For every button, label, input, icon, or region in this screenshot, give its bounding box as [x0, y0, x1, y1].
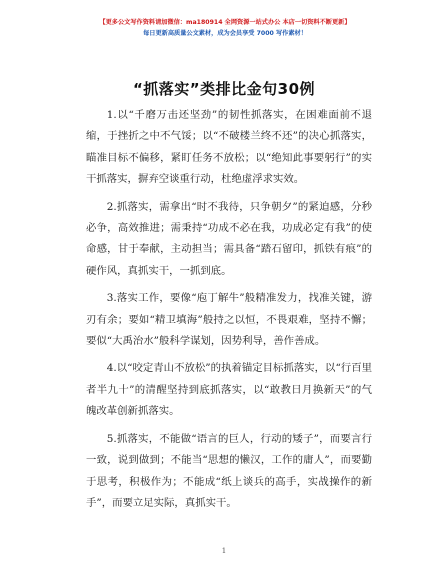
document-body [86, 105, 372, 520]
document-title: “抓落实”类排比金句30例 [132, 80, 316, 98]
paragraph-2: 2.抓落实，需拿出“时不我待，只争朝夕”的紧迫感，分秒必争，高效推进；需秉持“功成不必在我，功成必定有我”的使命感，甘于奉献，主动担当；需具备“踏石留印，抓铁有痕”的硬作风，真抓实干，一抓到底。 [86, 200, 372, 277]
paragraph-1: 1.以“千磨万击还坚劲”的韧性抓落实，在困难面前不退缩，于挫折之中不气馁；以“不破楼兰终不还”的决心抓落实，瞄准目标不偏移，紧盯任务不放松；以“绝知此事要躬行”的实干抓落实，摒弃空谈重行动，杜绝虚浮求实效。 [86, 109, 372, 186]
paragraph-5: 5.抓落实，不能做“语言的巨人，行动的矮子”，而要言行一致，说到做到；不能当“思想的懒汉，工作的庸人”，而要勤于思考，积极作为；不能成“纸上谈兵的高手，实战操作的新手”，而要立足实际，真抓实干。 [86, 432, 372, 509]
page-number: 1 [221, 547, 227, 555]
paragraph-3: 3.落实工作，要像“庖丁解牛”般精准发力，找准关键，游刃有余；要如“精卫填海”般持之以恒，不畏艰难，坚持不懈；要似“大禹治水”般科学谋划，因势利导，善作善成。 [86, 292, 372, 348]
promo-header [95, 18, 355, 56]
promo-header-line-1: 【更多公文写作资料请加微信：ma180914 全网资源一站式办公 本店一切资料不断更新】 [99, 19, 351, 26]
paragraph-4: 4.以“咬定青山不放松”的执着锚定目标抓落实，以“行百里者半九十”的清醒坚持到底抓落实，以“敢教日月换新天”的气魄改革创新抓落实。 [86, 362, 372, 418]
promo-header-line-2: 每日更新高质量公文素材，成为会员享受 7000 写作素材！ [143, 30, 307, 37]
